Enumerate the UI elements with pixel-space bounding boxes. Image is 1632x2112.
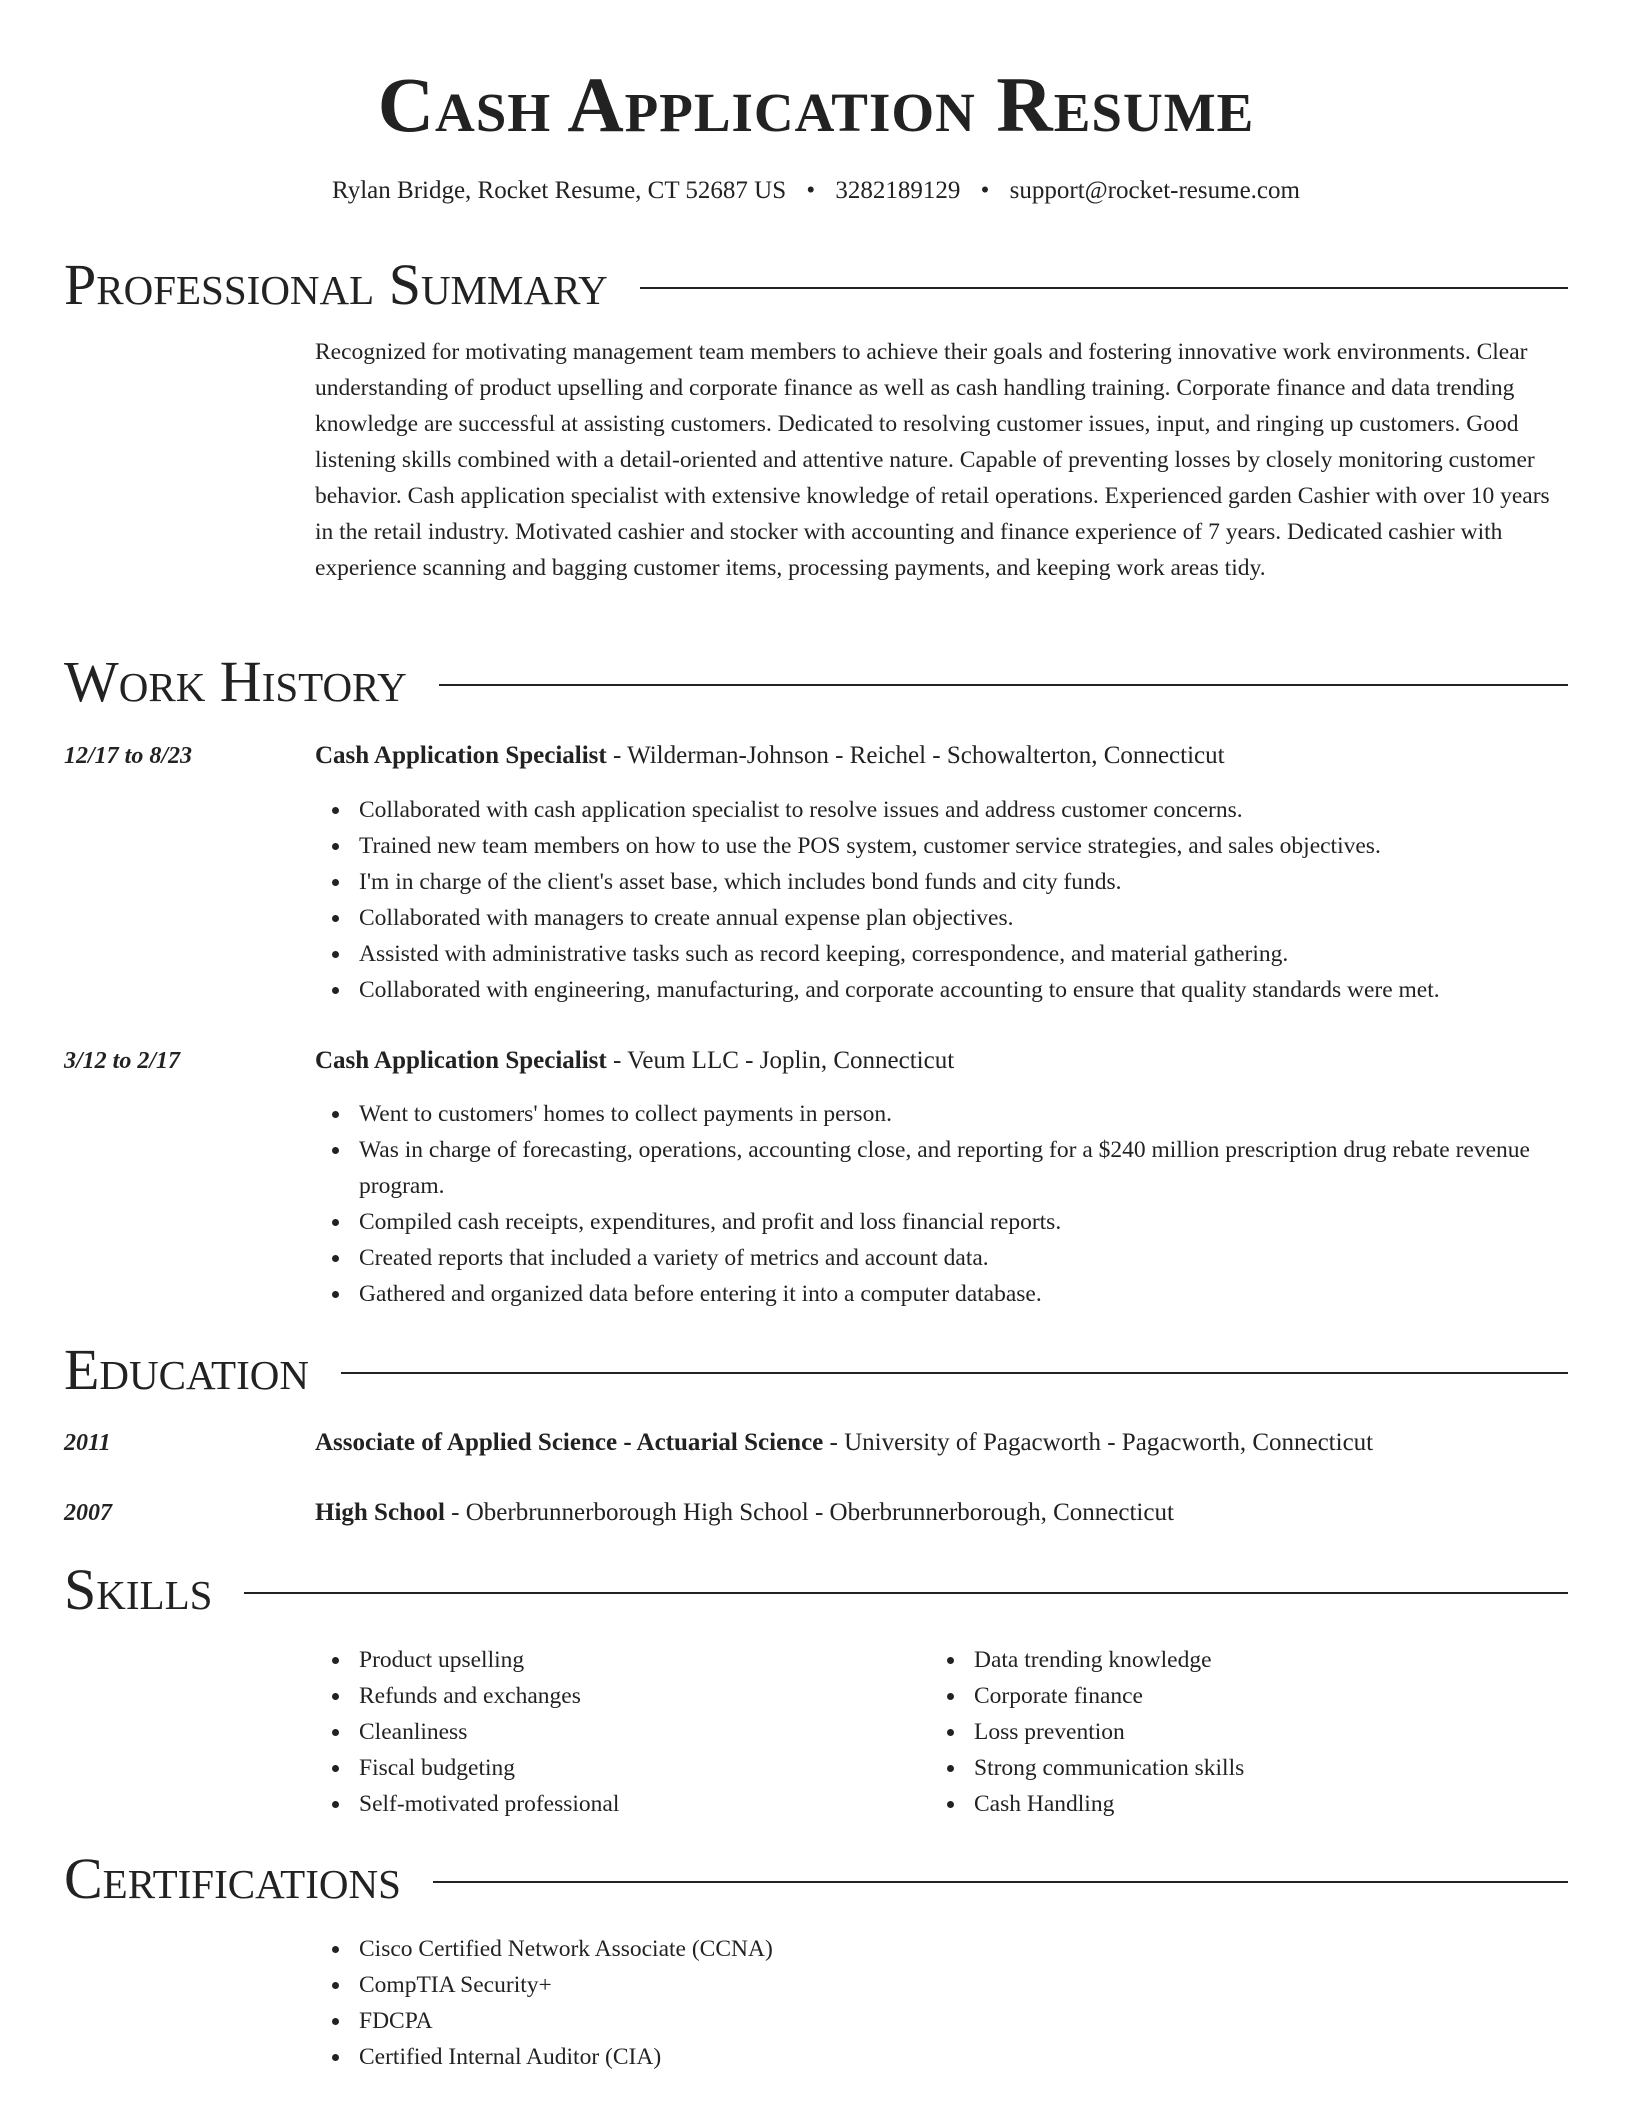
- list-item: Corporate finance: [930, 1678, 1568, 1714]
- job-title-line: [315, 1043, 1568, 1079]
- contact-email: support@rocket-resume.com: [1009, 177, 1300, 204]
- summary-section-header: [64, 253, 1568, 317]
- section-divider: [439, 684, 1568, 686]
- education-degree: Associate of Applied Science - Actuarial Science: [315, 1429, 824, 1456]
- section-heading-education: Education: [64, 1337, 309, 1402]
- list-item: Cash Handling: [930, 1786, 1568, 1822]
- education-line: [315, 1425, 1568, 1461]
- education-year: 2007: [64, 1500, 112, 1526]
- job-dates: 3/12 to 2/17: [64, 1048, 181, 1074]
- list-item: Compiled cash receipts, expenditures, and profit and loss financial reports.: [315, 1204, 1568, 1240]
- list-item: Trained new team members on how to use the POS system, customer service strategies, and sales objectives.: [315, 828, 1568, 864]
- education-degree: High School: [315, 1499, 445, 1526]
- list-item: Self-motivated professional: [315, 1786, 915, 1822]
- education-details: - University of Pagacworth - Pagacworth, Connecticut: [823, 1429, 1374, 1456]
- job-details: - Wilderman-Johnson - Reichel - Schowalterton, Connecticut: [606, 742, 1225, 769]
- section-divider: [341, 1372, 1568, 1374]
- job-title-line: [315, 738, 1568, 774]
- list-item: Loss prevention: [930, 1714, 1568, 1750]
- certifications-list: [315, 1931, 1568, 2075]
- education-details: - Oberbrunnerborough High School - Oberbrunnerborough, Connecticut: [444, 1499, 1174, 1526]
- list-item: Collaborated with engineering, manufacturing, and corporate accounting to ensure that quality standards were met.: [315, 972, 1568, 1008]
- job-dates: 12/17 to 8/23: [64, 743, 193, 769]
- list-item: Fiscal budgeting: [315, 1750, 915, 1786]
- list-item: Collaborated with managers to create annual expense plan objectives.: [315, 900, 1568, 936]
- list-item: Certified Internal Auditor (CIA): [315, 2039, 1568, 2075]
- section-divider: [433, 1881, 1568, 1883]
- list-item: CompTIA Security+: [315, 1967, 1568, 2003]
- summary-text: Recognized for motivating management team members to achieve their goals and fostering innovative work environments. Clear understanding of product upselling and corporate finance as well as cash handling training. Corporate finance and data trending knowledge are successful at assisting customers. Dedicated to resolving customer issues, input, and ringing up customers. Good listening skills combined with a detail-oriented and attentive nature. Capable of preventing losses by closely monitoring customer behavior. Cash application specialist with extensive knowledge of retail operations. Experienced garden Cashier with over 10 years in the retail industry. Motivated cashier and stocker with accounting and finance experience of 7 years. Dedicated cashier with experience scanning and bagging customer items, processing payments, and keeping work areas tidy.: [315, 339, 1550, 581]
- list-item: Created reports that included a variety of metrics and account data.: [315, 1240, 1568, 1276]
- section-heading-work: Work History: [64, 649, 407, 714]
- list-item: Cisco Certified Network Associate (CCNA): [315, 1931, 1568, 1967]
- contact-address: Rylan Bridge, Rocket Resume, CT 52687 US: [332, 177, 787, 204]
- education-section-header: [64, 1338, 1568, 1402]
- list-item: Product upselling: [315, 1642, 915, 1678]
- section-heading-skills: Skills: [64, 1557, 213, 1622]
- job-title: Cash Application Specialist: [315, 1047, 607, 1074]
- list-item: Collaborated with cash application specialist to resolve issues and address customer concerns.: [315, 792, 1568, 828]
- list-item: Strong communication skills: [930, 1750, 1568, 1786]
- list-item: Gathered and organized data before entering it into a computer database.: [315, 1276, 1568, 1312]
- section-divider: [244, 1592, 1568, 1594]
- list-item: I'm in charge of the client's asset base, which includes bond funds and city funds.: [315, 864, 1568, 900]
- job-bullets: [315, 792, 1568, 1008]
- job-bullets: [315, 1096, 1568, 1312]
- job-title: Cash Application Specialist: [315, 742, 607, 769]
- education-year: 2011: [64, 1430, 111, 1456]
- skills-list-left: [315, 1642, 915, 1822]
- list-item: Was in charge of forecasting, operations, accounting close, and reporting for a $240 million prescription drug rebate revenue program.: [315, 1132, 1568, 1204]
- certifications-section-header: [64, 1847, 1568, 1911]
- list-item: Data trending knowledge: [930, 1642, 1568, 1678]
- section-heading-summary: Professional Summary: [64, 252, 608, 317]
- list-item: FDCPA: [315, 2003, 1568, 2039]
- section-divider: [640, 287, 1568, 289]
- skills-list-right: [930, 1642, 1568, 1822]
- list-item: Assisted with administrative tasks such as record keeping, correspondence, and material gathering.: [315, 936, 1568, 972]
- resume-title: Cash Application Resume: [377, 61, 1255, 148]
- work-section-header: [64, 650, 1568, 714]
- skills-section-header: [64, 1558, 1568, 1622]
- job-details: - Veum LLC - Joplin, Connecticut: [606, 1047, 955, 1074]
- contact-line: [64, 174, 1568, 208]
- contact-separator: •: [980, 177, 990, 204]
- list-item: Cleanliness: [315, 1714, 915, 1750]
- contact-separator: •: [806, 177, 816, 204]
- list-item: Went to customers' homes to collect payments in person.: [315, 1096, 1568, 1132]
- contact-phone: 3282189129: [835, 177, 961, 204]
- education-line: [315, 1495, 1568, 1531]
- list-item: Refunds and exchanges: [315, 1678, 915, 1714]
- section-heading-certifications: Certifications: [64, 1846, 401, 1911]
